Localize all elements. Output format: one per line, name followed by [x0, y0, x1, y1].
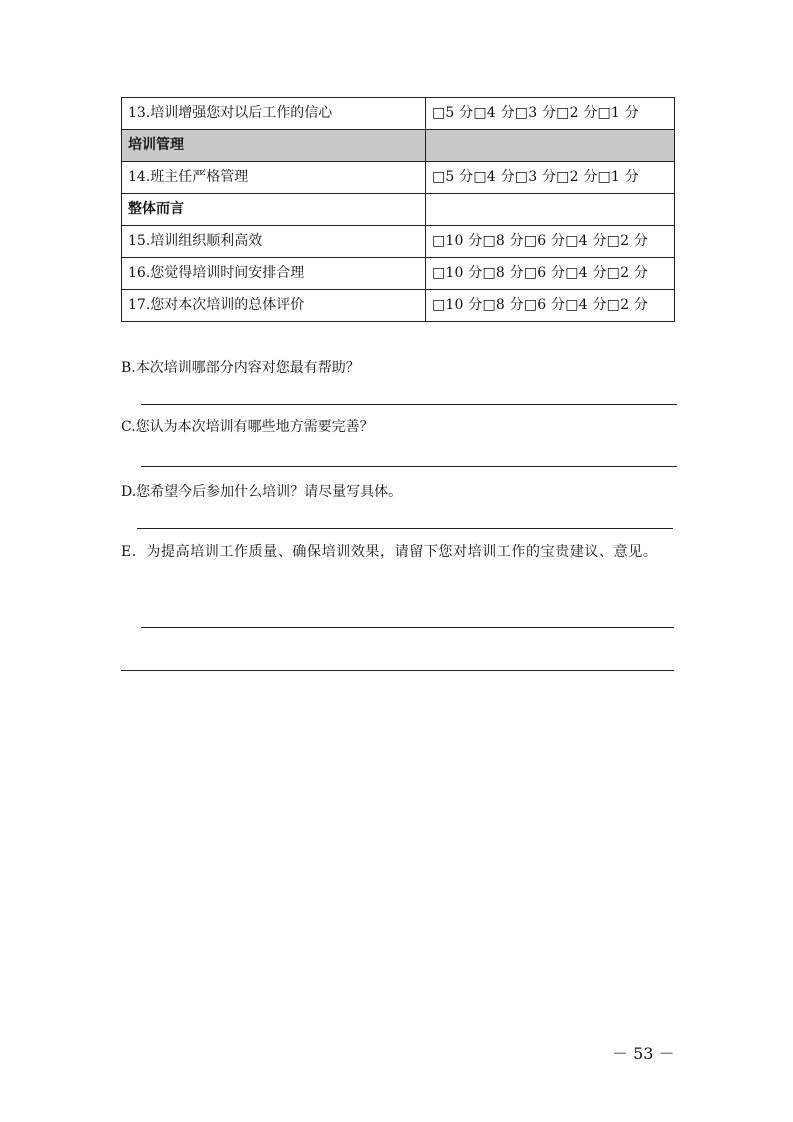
question-cell: 16.您觉得培训时间安排合理 [122, 258, 426, 290]
question-cell: 14.班主任严格管理 [122, 162, 426, 194]
question-d: D.您希望今后参加什么培训？请尽量写具体。 [121, 484, 403, 500]
rating-options[interactable]: □5 分□4 分□3 分□2 分□1 分 [426, 98, 675, 130]
rating-options[interactable]: □10 分□8 分□6 分□4 分□2 分 [426, 258, 675, 290]
rating-options[interactable]: □10 分□8 分□6 分□4 分□2 分 [426, 226, 675, 258]
question-cell: 17.您对本次培训的总体评价 [122, 290, 426, 322]
answer-line-e-1[interactable] [141, 627, 674, 628]
table-row [122, 290, 675, 322]
answer-line-c[interactable] [141, 466, 677, 467]
empty-cell [426, 130, 675, 162]
table-row [122, 258, 675, 290]
table-row [122, 98, 675, 130]
question-cell: 13.培训增强您对以后工作的信心 [122, 98, 426, 130]
page-number: － 53 － [612, 1044, 675, 1063]
rating-options[interactable]: □10 分□8 分□6 分□4 分□2 分 [426, 290, 675, 322]
rating-table [121, 97, 675, 322]
empty-cell [426, 194, 675, 226]
answer-line-d[interactable] [137, 528, 673, 529]
answer-line-e-2[interactable] [121, 670, 674, 671]
rating-options[interactable]: □5 分□4 分□3 分□2 分□1 分 [426, 162, 675, 194]
question-c: C.您认为本次培训有哪些地方需要完善？ [121, 419, 374, 435]
answer-line-b[interactable] [141, 404, 677, 405]
section-title: 整体而言 [122, 194, 426, 226]
question-b: B.本次培训哪部分内容对您最有帮助？ [121, 360, 360, 376]
section-title: 培训管理 [122, 130, 426, 162]
table-row [122, 226, 675, 258]
section-header-row [122, 194, 675, 226]
table-row [122, 162, 675, 194]
question-cell: 15.培训组织顺利高效 [122, 226, 426, 258]
question-e: E．为提高培训工作质量、确保培训效果，请留下您对培训工作的宝贵建议、意见。 [121, 544, 658, 560]
section-header-row [122, 130, 675, 162]
